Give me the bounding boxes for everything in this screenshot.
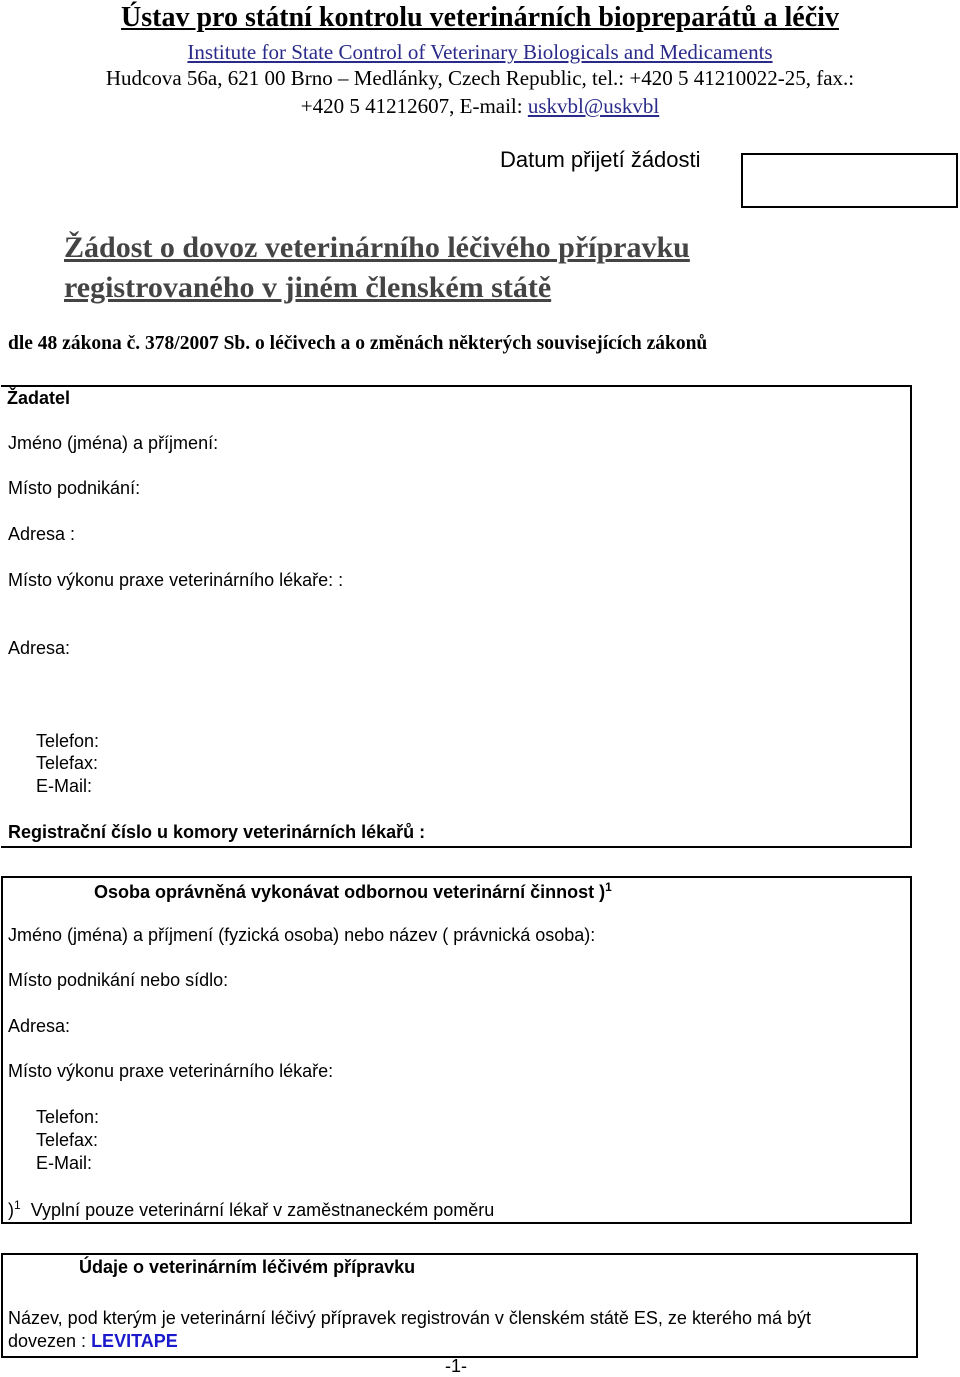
product-name-label [8,1307,811,1353]
product-name-value: LEVITAPE [91,1331,178,1351]
institute-address: Hudcova 56a, 621 00 Brno – Medlánky, Czech Republic, tel.: +420 5 41210022-25, fax.: [105,66,855,90]
footnote-text: Vyplní pouze veterinární lékař v zaměstnaneckém poměru [30,1200,495,1220]
authorized-phone-label: Telefon: [36,1107,100,1127]
applicant-fax-label: Telefax: [36,753,99,773]
receipt-date-field[interactable] [741,153,958,208]
product-heading: Údaje o veterinárním léčivém přípravku [79,1257,416,1277]
authorized-fax-label: Telefax: [36,1130,99,1150]
institute-name-cz: Ústav pro státní kontrolu veterinárních biopreparátů a léčiv [121,2,839,33]
applicant-email-label: E-Mail: [36,776,93,796]
form-title-line2: registrovaného v jiném členském státě [64,271,552,304]
product-name-label-line1: Název, pod kterým je veterinární léčivý přípravek registrován v členském státě ES, ze kterého má být [8,1308,811,1328]
applicant-section [1,385,912,848]
institute-name-en[interactable]: Institute for State Control of Veterinary Biologicals and Medicaments [187,40,773,64]
authorized-practice-place-label: Místo výkonu praxe veterinárního lékaře: [8,1061,334,1081]
applicant-practice-place-label: Místo výkonu praxe veterinárního lékaře: : [8,570,344,590]
authorized-address-label: Adresa: [8,1016,71,1036]
applicant-business-place-label: Místo podnikání: [8,478,141,498]
receipt-date-label: Datum přijetí žádosti [500,147,701,172]
contact-line [0,94,960,119]
authorized-person-heading-sup: 1 [605,880,612,894]
form-title-line1: Žádost o dovoz veterinárního léčivého přípravku [64,231,690,264]
authorized-email-label: E-Mail: [36,1153,93,1173]
applicant-phone-label: Telefon: [36,731,100,751]
footnote-mark: ) [8,1200,14,1220]
applicant-name-label: Jméno (jména) a příjmení: [8,433,219,453]
applicant-address2-label: Adresa: [8,638,71,658]
authorized-business-place-label: Místo podnikání nebo sídlo: [8,970,229,990]
authorized-person-heading [94,880,612,903]
authorized-name-label: Jméno (jména) a příjmení (fyzická osoba) nebo název ( právnická osoba): [8,925,596,945]
footnote-sup: 1 [14,1198,21,1212]
legal-basis: dle 48 zákona č. 378/2007 Sb. o léčivech a o změnách některých souvisejících zákonů [8,333,708,354]
form-title [64,228,690,308]
applicant-heading: Žadatel [7,388,71,408]
contact-prefix: +420 5 41212607, E-mail: [300,94,528,118]
product-name-label-line2: dovezen : [8,1331,92,1351]
email-link[interactable]: uskvbl@uskvbl [527,94,660,118]
page-number: -1- [445,1356,467,1376]
authorized-person-heading-text: Osoba oprávněná vykonávat odbornou veterinární činnost ) [94,882,606,902]
applicant-address-label: Adresa : [8,524,76,544]
applicant-reg-number-label: Registrační číslo u komory veterinárních lékařů : [8,822,426,842]
authorized-footnote [8,1198,494,1221]
